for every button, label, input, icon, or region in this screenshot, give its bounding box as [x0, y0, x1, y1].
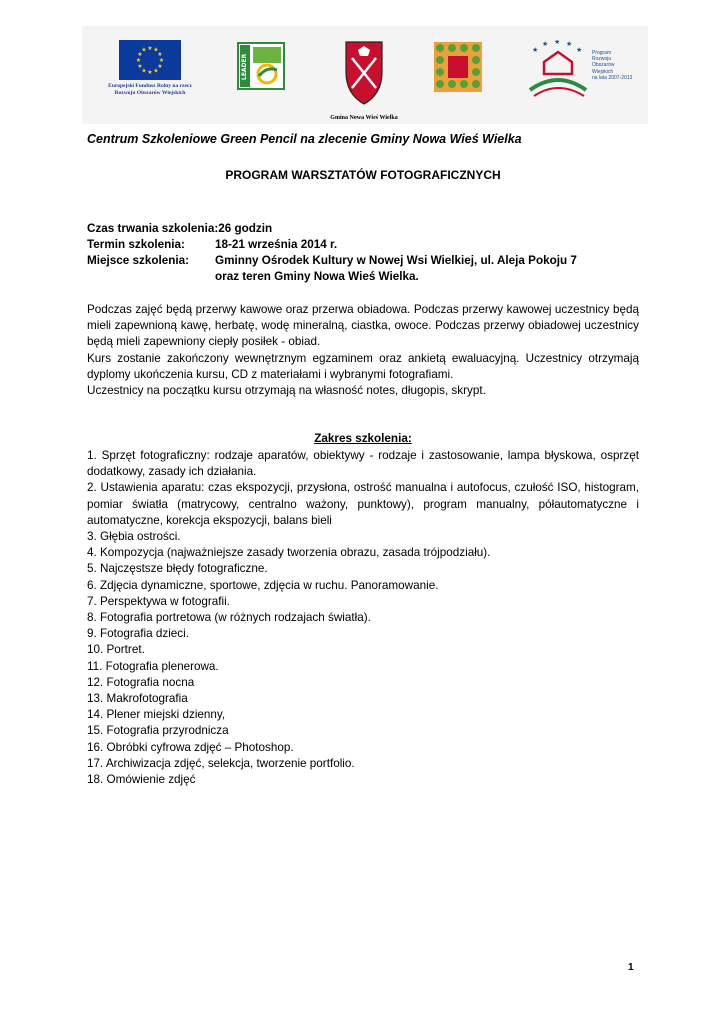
eu-caption: Europejski Fundusz Rolny na rzecz Rozwoju Obszarów Wiejskich	[108, 83, 192, 96]
scope-item: 12. Fotografia nocna	[87, 675, 195, 689]
logo-strip	[82, 26, 648, 124]
intro-paragraph: Podczas zajęć będą przerwy kawowe oraz przerwa obiadowa. Podczas przerwy kawowej uczestnicy będą mieli zapewnioną kawę, herbatę, wodę mineralną, ciastka, owoce. Podczas przerwy obiadowej uczestnicy będą mieli zapewniony ciepły posiłek - obiad.	[87, 303, 639, 349]
scope-item: 14. Plener miejski dzienny,	[87, 708, 226, 722]
document-header: Centrum Szkoleniowe Green Pencil na zlecenie Gminy Nowa Wieś Wielka	[87, 132, 522, 146]
scope-heading: Zakres szkolenia:	[314, 432, 412, 445]
gmina-crest	[322, 38, 406, 122]
prow-line: Wiejskich	[592, 68, 614, 75]
scope-item: 10. Portret.	[87, 643, 145, 657]
place-label: Miejsce szkolenia:	[87, 254, 189, 267]
gmina-caption: Gmina Nowa Wieś Wielka	[330, 115, 398, 121]
prow-line: Program	[592, 50, 612, 56]
place-value	[215, 253, 577, 285]
scope-item: 8. Fotografia portretowa (w różnych rodzajach światła).	[87, 611, 371, 625]
scope-item: 16. Obróbki cyfrowa zdjęć – Photoshop.	[87, 740, 294, 754]
svg-text:★: ★	[141, 67, 147, 75]
checkered-icon	[434, 42, 482, 92]
svg-text:★: ★	[158, 57, 165, 64]
prow-logo	[526, 40, 646, 100]
scope-item: 7. Perspektywa w fotografii.	[87, 594, 230, 608]
svg-text:★: ★	[153, 67, 159, 75]
svg-text:★: ★	[137, 51, 143, 58]
leader-logo	[237, 42, 285, 90]
prow-line: Obszarów	[592, 62, 615, 69]
svg-text:★: ★	[157, 63, 163, 70]
svg-text:★: ★	[576, 46, 583, 54]
training-info	[87, 221, 639, 285]
svg-text:★: ★	[147, 45, 153, 52]
intro-paragraph: Kurs zostanie zakończony wewnętrznym egzaminem oraz ankietą ewaluacyjną. Uczestnicy otrzymają dyplomy ukończenia kursu, CD z materiałami i wybranymi fotografiami.	[87, 351, 639, 381]
svg-text:★: ★	[157, 51, 163, 58]
scope-item: 11. Fotografia plenerowa.	[87, 659, 219, 673]
crest-icon	[322, 38, 406, 108]
svg-text:★: ★	[542, 40, 549, 48]
info-row-place	[87, 253, 639, 285]
scope-item: 13. Makrofotografia	[87, 692, 188, 706]
scope-item: 17. Archiwizacja zdjęć, selekcja, tworzenie portfolio.	[87, 756, 355, 770]
scope-item: 9. Fotografia dzieci.	[87, 627, 189, 641]
intro-paragraph: Uczestnicy na początku kursu otrzymają na własność notes, długopis, skrypt.	[87, 384, 486, 398]
date-value: 18-21 września 2014 r.	[215, 238, 338, 251]
svg-text:★: ★	[153, 46, 159, 54]
page-number: 1	[628, 962, 634, 973]
scope-item: 5. Najczęstsze błędy fotograficzne.	[87, 562, 268, 576]
prow-line: Rozwoju	[592, 56, 612, 63]
scope-item: 3. Głębia ostrości.	[87, 530, 181, 544]
eu-flag-icon	[119, 40, 181, 80]
svg-text:★: ★	[147, 69, 153, 76]
info-row-duration	[87, 221, 639, 237]
svg-text:★: ★	[566, 40, 573, 48]
duration-label: Czas trwania szkolenia:	[87, 222, 219, 235]
scope-item: 15. Fotografia przyrodnicza	[87, 724, 229, 738]
place-value-line: Gminny Ośrodek Kultury w Nowej Wsi Wielkiej, ul. Aleja Pokoju 7	[215, 254, 577, 267]
intro-section	[87, 302, 639, 399]
date-label: Termin szkolenia:	[87, 238, 185, 251]
leader-label: LEADER	[241, 53, 248, 80]
svg-text:★: ★	[137, 63, 143, 70]
prow-line: na lata 2007-2013	[592, 74, 633, 81]
prow-icon	[526, 40, 590, 98]
scope-item: 4. Kompozycja (najważniejsze zasady tworzenia obrazu, zasada trójpodziału).	[87, 546, 491, 560]
svg-text:★: ★	[532, 46, 539, 54]
scope-item: 1. Sprzęt fotograficzny: rodzaje aparatów, obiektywy - rodzaje i zastosowanie, lampa błyskowa, osprzęt dodatkowy, zasady ich działania.	[87, 449, 639, 479]
svg-text:★: ★	[141, 46, 147, 54]
eu-logo	[104, 40, 196, 122]
svg-text:★: ★	[135, 57, 142, 64]
prow-caption	[592, 50, 632, 81]
scope-item: 6. Zdjęcia dynamiczne, sportowe, zdjęcia w ruchu. Panoramowanie.	[87, 578, 439, 592]
scope-list	[87, 448, 639, 788]
svg-text:★: ★	[554, 40, 561, 46]
info-row-date	[87, 237, 639, 253]
scope-item: 2. Ustawienia aparatu: czas ekspozycji, przysłona, ostrość manualna i autofocus, czułość ISO, histogram, pomiar światła (matrycowy, centralno ważony, punktowy), program manualny, półautomatyczne i automatyczne, korekcja ekspozycji, balans bieli	[87, 481, 639, 527]
scope-item: 18. Omówienie zdjęć	[87, 773, 196, 787]
place-value-line: oraz teren Gminy Nowa Wieś Wielka.	[215, 270, 419, 283]
document-title: PROGRAM WARSZTATÓW FOTOGRAFICZNYCH	[225, 168, 501, 182]
duration-value: 26 godzin	[218, 222, 273, 235]
regional-logo	[434, 42, 482, 92]
